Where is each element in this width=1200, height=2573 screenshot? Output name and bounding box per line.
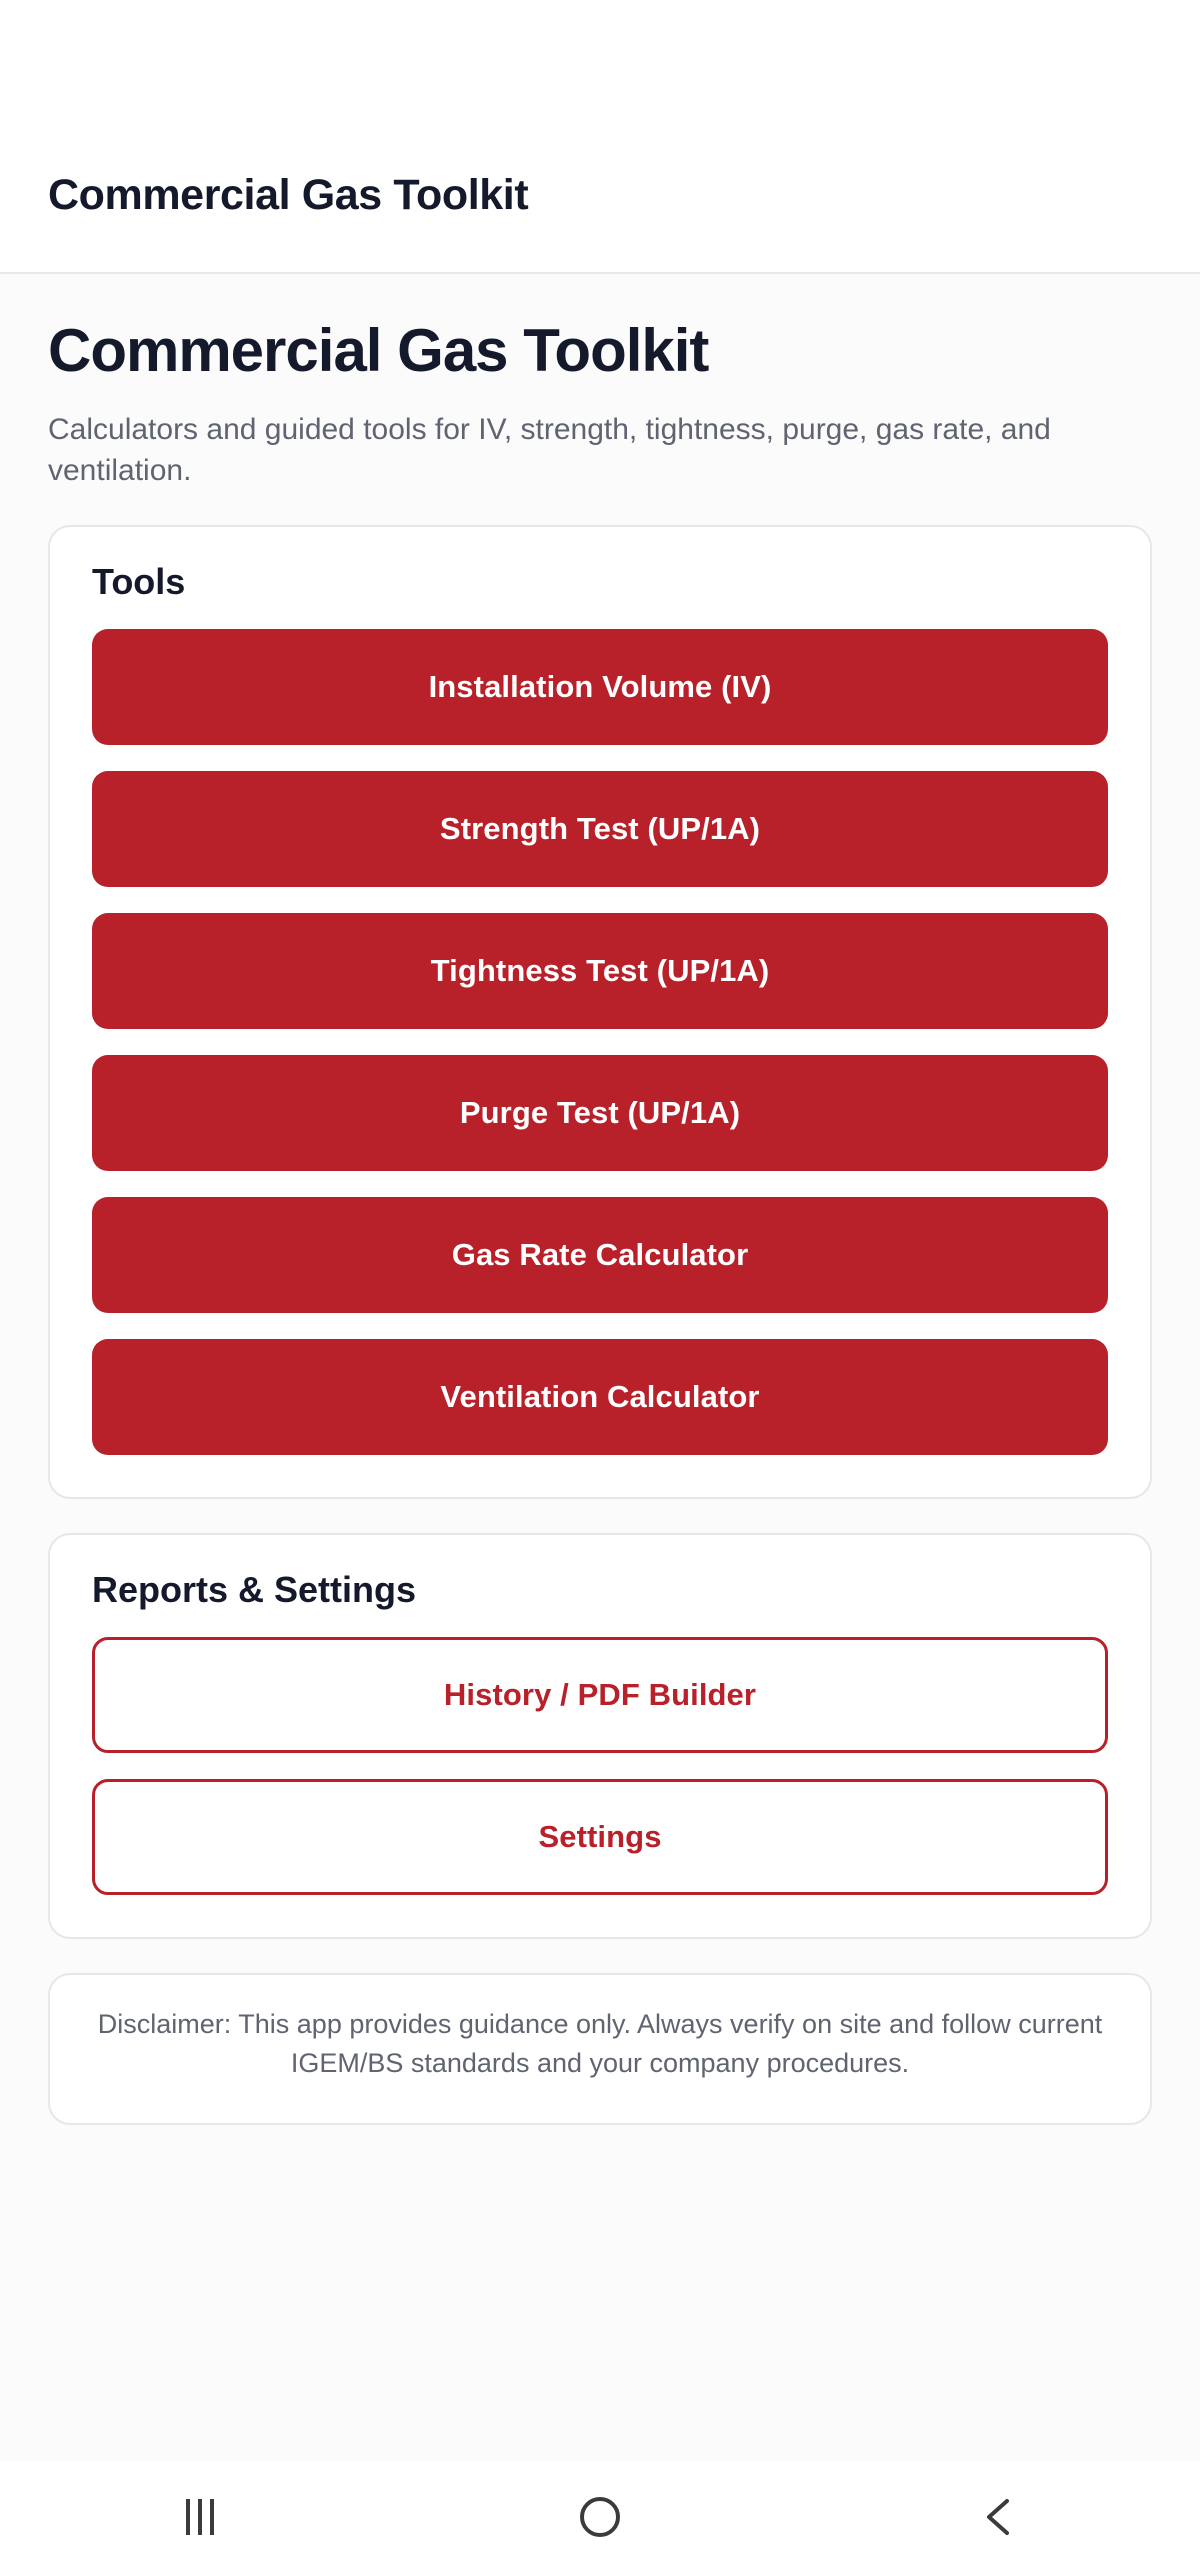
main-content bbox=[0, 274, 1200, 2461]
tool-button-label: Installation Volume (IV) bbox=[428, 669, 772, 704]
reports-settings-card-title: Reports & Settings bbox=[92, 1569, 417, 1610]
tool-button-tightness-test[interactable] bbox=[92, 913, 1108, 1029]
app-bar-title: Commercial Gas Toolkit bbox=[48, 170, 529, 219]
tool-button-label: Strength Test (UP/1A) bbox=[439, 811, 761, 846]
tool-button-purge-test[interactable] bbox=[92, 1055, 1108, 1171]
tool-button-ventilation-calculator[interactable] bbox=[92, 1339, 1108, 1455]
recents-icon bbox=[186, 2499, 214, 2535]
tool-button-installation-volume[interactable] bbox=[92, 629, 1108, 745]
tools-card-title: Tools bbox=[92, 561, 186, 602]
history-pdf-builder-label: History / PDF Builder bbox=[443, 1677, 757, 1712]
disclaimer-card bbox=[48, 1973, 1152, 2125]
disclaimer-text: Disclaimer: This app provides guidance only. Always verify on site and follow current IGEM/BS standards and your company procedures. bbox=[97, 2009, 1103, 2079]
tools-card bbox=[48, 525, 1152, 1499]
history-pdf-builder-button[interactable] bbox=[92, 1637, 1108, 1753]
back-button[interactable] bbox=[910, 2461, 1090, 2573]
tool-button-label: Purge Test (UP/1A) bbox=[459, 1095, 741, 1130]
status-bar bbox=[0, 0, 1200, 118]
home-icon bbox=[580, 2497, 620, 2537]
home-button[interactable] bbox=[510, 2461, 690, 2573]
tool-button-label: Ventilation Calculator bbox=[440, 1379, 760, 1414]
tool-button-label: Gas Rate Calculator bbox=[451, 1237, 749, 1272]
tool-button-label: Tightness Test (UP/1A) bbox=[430, 953, 770, 988]
recents-button[interactable] bbox=[110, 2461, 290, 2573]
page-subtitle: Calculators and guided tools for IV, strength, tightness, purge, gas rate, and ventilation. bbox=[48, 413, 1051, 487]
reports-settings-card bbox=[48, 1533, 1152, 1939]
page-title: Commercial Gas Toolkit bbox=[48, 317, 709, 384]
settings-button[interactable] bbox=[92, 1779, 1108, 1895]
back-chevron-icon bbox=[980, 2495, 1020, 2539]
app-bar bbox=[0, 118, 1200, 274]
system-navigation-bar bbox=[0, 2461, 1200, 2573]
settings-label: Settings bbox=[538, 1819, 662, 1854]
tool-button-gas-rate-calculator[interactable] bbox=[92, 1197, 1108, 1313]
tool-button-strength-test[interactable] bbox=[92, 771, 1108, 887]
